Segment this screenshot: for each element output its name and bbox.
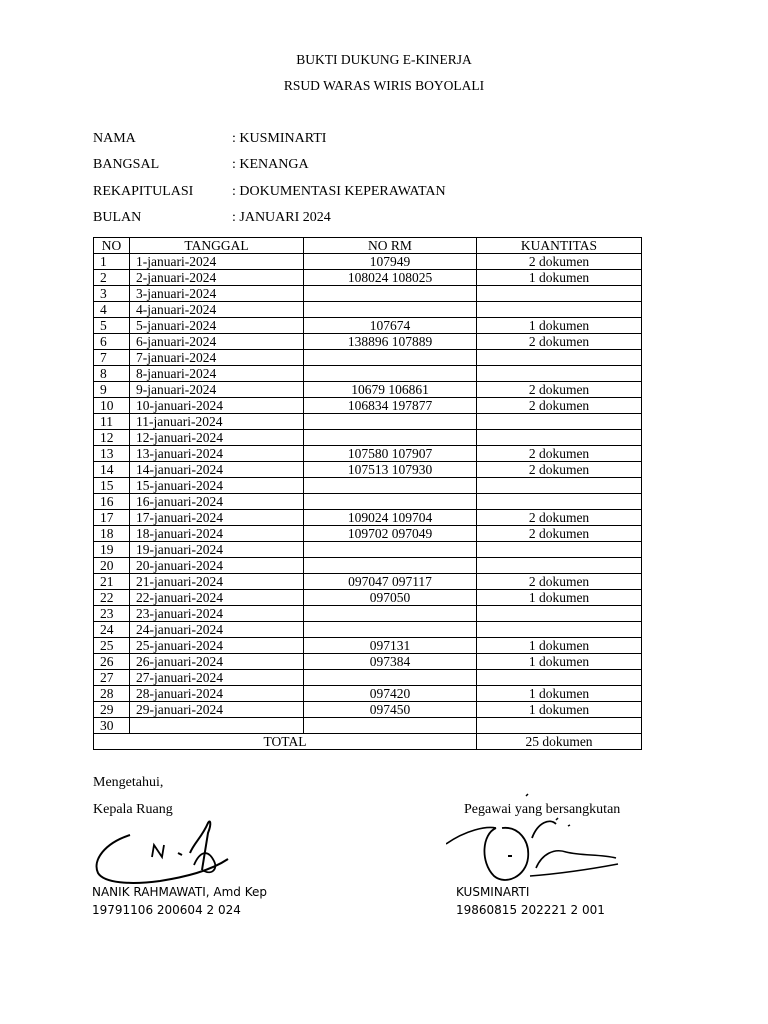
- cell-kuantitas: [477, 494, 642, 510]
- cell-no: 8: [94, 366, 130, 382]
- cell-tanggal: 16-januari-2024: [130, 494, 304, 510]
- table-row: [94, 414, 642, 430]
- cell-tanggal: 25-januari-2024: [130, 638, 304, 654]
- table-row: [94, 430, 642, 446]
- cell-tanggal: 22-januari-2024: [130, 590, 304, 606]
- cell-no-rm: 097450: [304, 702, 477, 718]
- cell-kuantitas: [477, 542, 642, 558]
- cell-tanggal: 3-januari-2024: [130, 286, 304, 302]
- cell-tanggal: 14-januari-2024: [130, 462, 304, 478]
- cell-no-rm: [304, 670, 477, 686]
- cell-no: 6: [94, 334, 130, 350]
- info-value: : JANUARI 2024: [232, 210, 331, 225]
- info-value: : DOKUMENTASI KEPERAWATAN: [232, 184, 446, 199]
- left-signer-nip: 19791106 200604 2 024: [92, 903, 241, 917]
- cell-no-rm: [304, 302, 477, 318]
- table-row: [94, 558, 642, 574]
- table-row: [94, 686, 642, 702]
- cell-no: 3: [94, 286, 130, 302]
- cell-kuantitas: [477, 302, 642, 318]
- total-label: TOTAL: [94, 734, 477, 750]
- table-row: [94, 318, 642, 334]
- cell-no: 23: [94, 606, 130, 622]
- cell-no-rm: 097050: [304, 590, 477, 606]
- cell-no: 15: [94, 478, 130, 494]
- cell-no: 11: [94, 414, 130, 430]
- cell-no-rm: [304, 350, 477, 366]
- info-label: BULAN: [93, 210, 142, 225]
- table-row: [94, 270, 642, 286]
- cell-no: 17: [94, 510, 130, 526]
- cell-no: 1: [94, 254, 130, 270]
- cell-no: 19: [94, 542, 130, 558]
- cell-tanggal: 20-januari-2024: [130, 558, 304, 574]
- cell-tanggal: 26-januari-2024: [130, 654, 304, 670]
- cell-no: 2: [94, 270, 130, 286]
- cell-tanggal: 7-januari-2024: [130, 350, 304, 366]
- cell-no-rm: 097047 097117: [304, 574, 477, 590]
- cell-no-rm: 107949: [304, 254, 477, 270]
- cell-no: 16: [94, 494, 130, 510]
- table-row: [94, 542, 642, 558]
- table-row: [94, 606, 642, 622]
- table-row: [94, 462, 642, 478]
- cell-no: 14: [94, 462, 130, 478]
- table-row: [94, 590, 642, 606]
- table-row: [94, 398, 642, 414]
- cell-no: 5: [94, 318, 130, 334]
- cell-no-rm: [304, 542, 477, 558]
- table-row: [94, 478, 642, 494]
- cell-tanggal: 6-januari-2024: [130, 334, 304, 350]
- info-rekapitulasi: [93, 184, 446, 200]
- cell-kuantitas: 2 dokumen: [477, 574, 642, 590]
- table-row: [94, 446, 642, 462]
- table-row: [94, 302, 642, 318]
- cell-no: 4: [94, 302, 130, 318]
- header-no: NO: [94, 238, 130, 254]
- cell-tanggal: 8-januari-2024: [130, 366, 304, 382]
- cell-kuantitas: 1 dokumen: [477, 638, 642, 654]
- cell-kuantitas: 2 dokumen: [477, 334, 642, 350]
- table-row: [94, 702, 642, 718]
- table-row: [94, 638, 642, 654]
- cell-no: 7: [94, 350, 130, 366]
- left-signer-role: Kepala Ruang: [93, 802, 173, 817]
- cell-kuantitas: 2 dokumen: [477, 254, 642, 270]
- right-signer-nip: 19860815 202221 2 001: [456, 903, 605, 917]
- cell-kuantitas: 2 dokumen: [477, 398, 642, 414]
- cell-no-rm: [304, 558, 477, 574]
- cell-no: 25: [94, 638, 130, 654]
- info-value: : KENANGA: [232, 157, 309, 172]
- table-row: [94, 254, 642, 270]
- cell-kuantitas: 2 dokumen: [477, 446, 642, 462]
- table-row: [94, 622, 642, 638]
- cell-kuantitas: 2 dokumen: [477, 510, 642, 526]
- cell-tanggal: 23-januari-2024: [130, 606, 304, 622]
- cell-no-rm: 107513 107930: [304, 462, 477, 478]
- cell-no: 20: [94, 558, 130, 574]
- cell-no-rm: 097384: [304, 654, 477, 670]
- cell-kuantitas: [477, 414, 642, 430]
- table-row: [94, 510, 642, 526]
- cell-tanggal: 27-januari-2024: [130, 670, 304, 686]
- table-row: [94, 350, 642, 366]
- cell-kuantitas: [477, 350, 642, 366]
- table-row: [94, 654, 642, 670]
- info-nama: [93, 131, 326, 147]
- cell-tanggal: 12-januari-2024: [130, 430, 304, 446]
- cell-kuantitas: 1 dokumen: [477, 270, 642, 286]
- cell-kuantitas: 1 dokumen: [477, 702, 642, 718]
- cell-no-rm: [304, 414, 477, 430]
- cell-no-rm: 138896 107889: [304, 334, 477, 350]
- cell-tanggal: 4-januari-2024: [130, 302, 304, 318]
- table-row: [94, 718, 642, 734]
- cell-kuantitas: 1 dokumen: [477, 654, 642, 670]
- cell-no: 26: [94, 654, 130, 670]
- cell-tanggal: 17-januari-2024: [130, 510, 304, 526]
- right-signer-name: KUSMINARTI: [456, 885, 530, 899]
- header-no-rm: NO RM: [304, 238, 477, 254]
- header-tanggal: TANGGAL: [130, 238, 304, 254]
- info-label: REKAPITULASI: [93, 184, 194, 199]
- cell-no-rm: 097131: [304, 638, 477, 654]
- table-row: [94, 670, 642, 686]
- cell-kuantitas: [477, 286, 642, 302]
- info-label: BANGSAL: [93, 157, 160, 172]
- cell-tanggal: 1-januari-2024: [130, 254, 304, 270]
- table-row: [94, 286, 642, 302]
- cell-no-rm: 106834 197877: [304, 398, 477, 414]
- cell-no-rm: 107580 107907: [304, 446, 477, 462]
- header-kuantitas: KUANTITAS: [477, 238, 642, 254]
- cell-no-rm: [304, 622, 477, 638]
- acknowledge-text: Mengetahui,: [93, 775, 164, 790]
- rekap-table: [93, 237, 642, 750]
- cell-no-rm: [304, 430, 477, 446]
- table-row: [94, 334, 642, 350]
- table-body: [94, 254, 642, 734]
- total-value: 25 dokumen: [477, 734, 642, 750]
- left-signature: [90, 815, 240, 887]
- cell-kuantitas: [477, 622, 642, 638]
- cell-tanggal: 19-januari-2024: [130, 542, 304, 558]
- cell-no: 28: [94, 686, 130, 702]
- cell-no: 29: [94, 702, 130, 718]
- cell-kuantitas: 1 dokumen: [477, 686, 642, 702]
- cell-no-rm: [304, 286, 477, 302]
- table-row: [94, 574, 642, 590]
- cell-tanggal: 11-januari-2024: [130, 414, 304, 430]
- cell-tanggal: 24-januari-2024: [130, 622, 304, 638]
- table-row: [94, 366, 642, 382]
- table-total-row: [94, 734, 642, 750]
- cell-tanggal: 21-januari-2024: [130, 574, 304, 590]
- cell-no-rm: 109024 109704: [304, 510, 477, 526]
- cell-kuantitas: [477, 558, 642, 574]
- cell-tanggal: 29-januari-2024: [130, 702, 304, 718]
- cell-no-rm: 10679 106861: [304, 382, 477, 398]
- cell-kuantitas: [477, 366, 642, 382]
- cell-kuantitas: [477, 606, 642, 622]
- cell-kuantitas: 2 dokumen: [477, 462, 642, 478]
- cell-no: 10: [94, 398, 130, 414]
- cell-tanggal: [130, 718, 304, 734]
- table-row: [94, 382, 642, 398]
- cell-no-rm: [304, 718, 477, 734]
- table-header-row: [94, 238, 642, 254]
- info-bulan: [93, 210, 331, 226]
- cell-no: 21: [94, 574, 130, 590]
- cell-tanggal: 2-januari-2024: [130, 270, 304, 286]
- info-bangsal: [93, 157, 309, 173]
- cell-tanggal: 15-januari-2024: [130, 478, 304, 494]
- right-signer-role: Pegawai yang bersangkutan: [464, 802, 621, 817]
- cell-kuantitas: [477, 478, 642, 494]
- cell-no: 12: [94, 430, 130, 446]
- cell-no: 18: [94, 526, 130, 542]
- cell-no: 30: [94, 718, 130, 734]
- cell-no-rm: 109702 097049: [304, 526, 477, 542]
- info-label: NAMA: [93, 131, 136, 146]
- cell-tanggal: 9-januari-2024: [130, 382, 304, 398]
- cell-kuantitas: [477, 718, 642, 734]
- document-subtitle: RSUD WARAS WIRIS BOYOLALI: [283, 78, 485, 93]
- right-signature: [446, 792, 621, 887]
- cell-no-rm: 107674: [304, 318, 477, 334]
- cell-no-rm: 097420: [304, 686, 477, 702]
- cell-no: 22: [94, 590, 130, 606]
- cell-kuantitas: [477, 670, 642, 686]
- cell-no-rm: [304, 478, 477, 494]
- info-value: : KUSMINARTI: [232, 131, 327, 146]
- cell-tanggal: 13-januari-2024: [130, 446, 304, 462]
- document-title: BUKTI DUKUNG E-KINERJA: [296, 52, 472, 67]
- cell-no-rm: [304, 606, 477, 622]
- cell-kuantitas: 2 dokumen: [477, 382, 642, 398]
- cell-tanggal: 5-januari-2024: [130, 318, 304, 334]
- table-row: [94, 494, 642, 510]
- cell-tanggal: 10-januari-2024: [130, 398, 304, 414]
- cell-no: 13: [94, 446, 130, 462]
- cell-tanggal: 28-januari-2024: [130, 686, 304, 702]
- cell-no-rm: 108024 108025: [304, 270, 477, 286]
- left-signer-name: NANIK RAHMAWATI, Amd Kep: [92, 885, 267, 899]
- cell-tanggal: 18-januari-2024: [130, 526, 304, 542]
- cell-kuantitas: 1 dokumen: [477, 590, 642, 606]
- cell-no: 27: [94, 670, 130, 686]
- cell-kuantitas: 1 dokumen: [477, 318, 642, 334]
- cell-kuantitas: 2 dokumen: [477, 526, 642, 542]
- cell-no-rm: [304, 494, 477, 510]
- cell-no: 9: [94, 382, 130, 398]
- cell-kuantitas: [477, 430, 642, 446]
- table-row: [94, 526, 642, 542]
- cell-no: 24: [94, 622, 130, 638]
- cell-no-rm: [304, 366, 477, 382]
